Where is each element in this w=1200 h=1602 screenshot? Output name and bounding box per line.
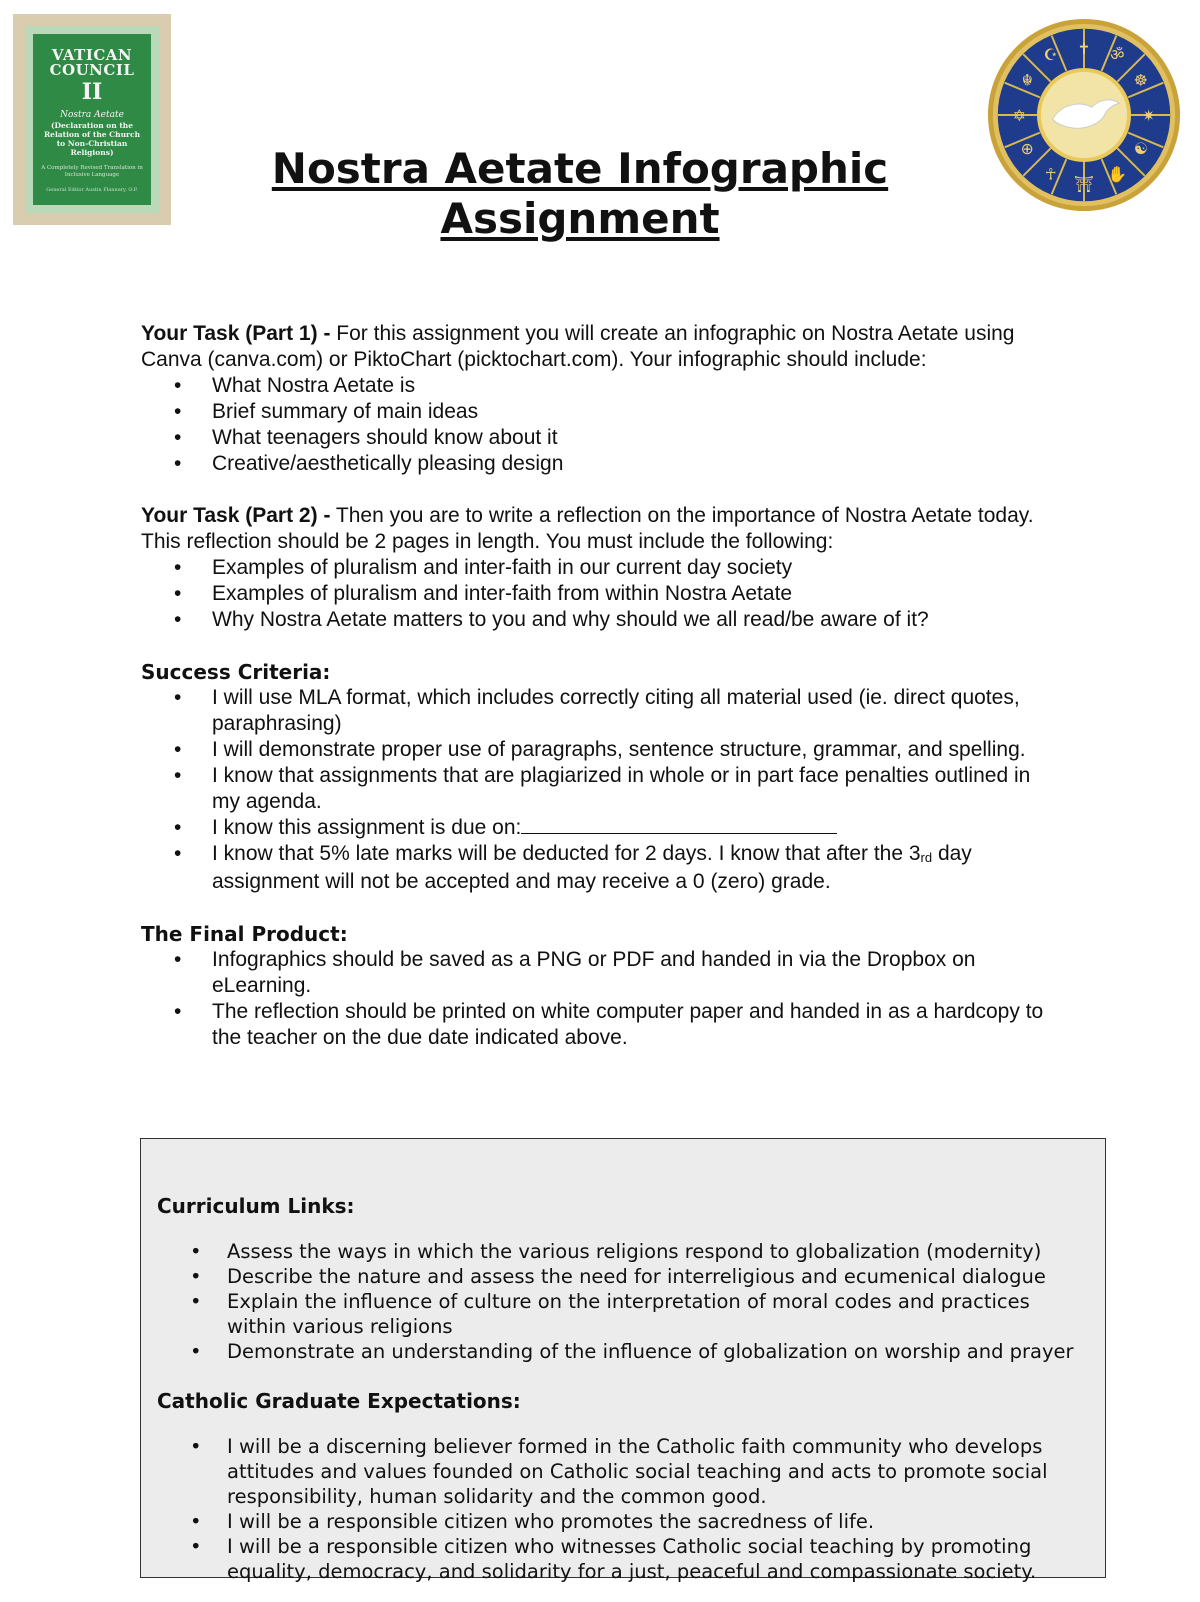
task-part-2-text: Then you are to write a reflection on the importance of Nostra Aetate today. This reflection should be 2 pages in length. You must include the following: [141,504,1034,553]
book-cover-description: (Declaration on the Relation of the Church to Non-Christian Religions) [43,121,141,157]
book-cover-editor: General Editor Austin Flannery, O.P. [46,187,138,193]
graduate-expectations-section [157,1389,1087,1584]
list-item: • Examples of pluralism and inter-faith in our current day society [141,555,1061,581]
success-criteria-list [141,685,1061,895]
task-part-2-label: Your Task (Part 2) - [141,504,331,527]
task-part-1-text: For this assignment you will create an infographic on Nostra Aetate using Canva (canva.com) or PiktoChart (picktochart.com). Your infographic should include: [141,322,1015,371]
book-cover-title: VATICAN COUNCIL [49,46,135,79]
final-product-section [141,921,1061,1051]
late-policy-text-b: day assignment will not be accepted and may receive a 0 (zero) grade. [212,842,972,893]
interfaith-emblem-image [986,17,1182,213]
curriculum-links-section [157,1194,1087,1364]
list-item: • What teenagers should know about it [141,425,1061,451]
book-cover-image [13,14,171,225]
task-part-1-section [141,321,1061,477]
final-product-list [141,947,1061,1051]
late-policy-text-a: I know that 5% late marks will be deducted for 2 days. I know that after the 3 [212,842,921,865]
success-criteria-heading: Success Criteria: [141,660,331,684]
task-part-2-section [141,503,1061,633]
final-product-heading: The Final Product: [141,922,348,946]
assignment-body [141,321,1061,1077]
book-cover-roman-numeral: II [81,79,103,105]
list-item: • Describe the nature and assess the need for interreligious and ecumenical dialogue [157,1264,1087,1289]
dharma-wheel-icon: ☸ [1133,70,1148,90]
title-line-1: Nostra Aetate Infographic [271,144,889,193]
book-cover-subtitle: Nostra Aetate [60,110,124,120]
graduate-expectations-list [157,1434,1087,1584]
list-item: • Demonstrate an understanding of the influence of globalization on worship and prayer [157,1339,1087,1364]
curriculum-links-heading: Curriculum Links: [157,1194,355,1218]
list-item: • Why Nostra Aetate matters to you and why should we all read/be aware of it? [141,607,1061,633]
om-icon: ॐ [1110,45,1125,65]
task-part-2-list [141,555,1061,633]
list-item: • I will use MLA format, which includes correctly citing all material used (ie. direct quotes, paraphrasing) [141,685,1061,737]
list-item: • The reflection should be printed on white computer paper and handed in as a hardcopy to the teacher on the due date indicated above. [141,999,1061,1051]
curriculum-links-list [157,1239,1087,1364]
graduate-expectations-heading: Catholic Graduate Expectations: [157,1389,521,1413]
page-title [200,144,960,244]
wheel-icon: ⊕ [1020,139,1034,159]
list-item: • I will be a responsible citizen who promotes the sacredness of life. [157,1509,1087,1534]
star-of-david-icon: ✡ [1012,105,1026,125]
task-part-1-list [141,373,1061,477]
list-item: • Explain the influence of culture on the interpretation of moral codes and practices within various religions [157,1289,1087,1339]
torii-icon: ⛩ [1074,174,1094,194]
list-item: • I know that assignments that are plagiarized in whole or in part face penalties outlined in my agenda. [141,763,1061,815]
due-date-label: I know this assignment is due on: [212,816,522,839]
ankh-icon: ☥ [1044,164,1057,184]
cross-icon: ✝ [1077,39,1091,59]
book-cover-edition: A Completely Revised Translation in Inclusive Language [41,165,143,178]
star-icon: ✷ [1142,105,1156,125]
list-item: • Creative/aesthetically pleasing design [141,451,1061,477]
list-item: • Examples of pluralism and inter-faith from within Nostra Aetate [141,581,1061,607]
book-cover-panel [33,34,151,205]
curriculum-box [140,1138,1106,1583]
list-item: • Infographics should be saved as a PNG or PDF and handed in via the Dropbox on eLearning. [141,947,1061,999]
task-part-1-intro [141,321,1061,373]
list-item: • Brief summary of main ideas [141,399,1061,425]
khanda-icon: ☬ [1021,70,1033,90]
task-part-2-intro [141,503,1061,555]
hamsa-icon: ✋ [1107,164,1128,184]
list-item: • I will be a responsible citizen who witnesses Catholic social teaching by promoting equality, democracy, and solidarity for a just, peaceful and compassionate society. [157,1534,1087,1584]
curriculum-box-content [157,1174,1087,1584]
list-item [141,815,1061,841]
title-line-2: Assignment [440,194,720,243]
yin-yang-icon: ☯ [1133,139,1148,159]
due-date-blank-line[interactable] [521,815,837,834]
list-item: • Assess the ways in which the various religions respond to globalization (modernity) [157,1239,1087,1264]
list-item [141,841,1061,895]
list-item: • I will demonstrate proper use of paragraphs, sentence structure, grammar, and spelling. [141,737,1061,763]
task-part-1-label: Your Task (Part 1) - [141,322,331,345]
crescent-icon: ☪ [1043,45,1058,65]
list-item: • What Nostra Aetate is [141,373,1061,399]
ordinal-suffix: rd [920,850,933,865]
success-criteria-section [141,659,1061,895]
list-item: • I will be a discerning believer formed in the Catholic faith community who develops attitudes and values founded on Catholic social teaching and acts to promote social responsibility, human solidarity and the common good. [157,1434,1087,1509]
book-cover-border [25,26,159,213]
